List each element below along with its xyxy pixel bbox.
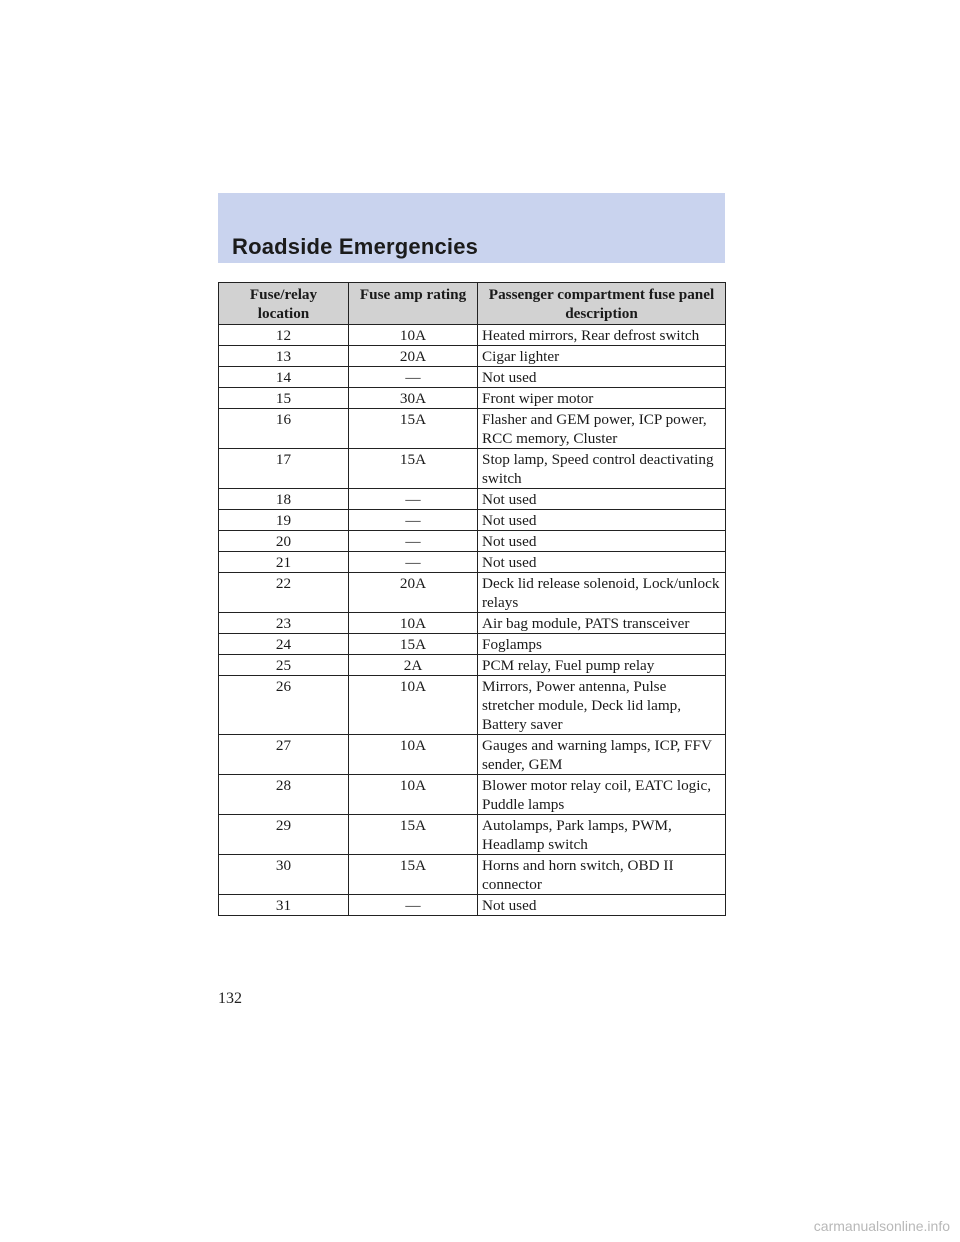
cell-rating: 20A [349,346,478,367]
cell-rating: — [349,895,478,916]
section-header [218,193,725,263]
cell-rating: 15A [349,449,478,489]
table-row [219,531,726,552]
header-description: Passenger compartment fuse panel description [478,283,726,325]
table-row [219,573,726,613]
header-location: Fuse/relay location [219,283,349,325]
cell-description: Blower motor relay coil, EATC logic, Puddle lamps [478,775,726,815]
table-row [219,895,726,916]
cell-location: 23 [219,613,349,634]
cell-location: 26 [219,676,349,735]
cell-rating: 20A [349,573,478,613]
cell-location: 22 [219,573,349,613]
page-number: 132 [218,990,242,1007]
cell-description: Foglamps [478,634,726,655]
cell-location: 27 [219,735,349,775]
cell-location: 13 [219,346,349,367]
cell-description: Not used [478,552,726,573]
cell-location: 25 [219,655,349,676]
table-row [219,325,726,346]
table-row [219,735,726,775]
table-row [219,815,726,855]
table-body [219,325,726,916]
cell-description: Not used [478,367,726,388]
table-row [219,388,726,409]
cell-description: Flasher and GEM power, ICP power, RCC memory, Cluster [478,409,726,449]
cell-rating: 15A [349,815,478,855]
cell-location: 31 [219,895,349,916]
cell-location: 29 [219,815,349,855]
cell-description: Not used [478,510,726,531]
cell-description: Horns and horn switch, OBD II connector [478,855,726,895]
table-row [219,489,726,510]
table-row [219,655,726,676]
cell-location: 19 [219,510,349,531]
cell-rating: 10A [349,325,478,346]
cell-description: Deck lid release solenoid, Lock/unlock relays [478,573,726,613]
cell-rating: — [349,489,478,510]
cell-location: 12 [219,325,349,346]
table-row [219,346,726,367]
cell-rating: — [349,510,478,531]
cell-rating: 10A [349,676,478,735]
cell-description: Mirrors, Power antenna, Pulse stretcher module, Deck lid lamp, Battery saver [478,676,726,735]
table-row [219,613,726,634]
cell-rating: 15A [349,409,478,449]
cell-description: Gauges and warning lamps, ICP, FFV sender, GEM [478,735,726,775]
table-row [219,855,726,895]
table-row [219,449,726,489]
section-title: Roadside Emergencies [232,234,479,259]
cell-description: PCM relay, Fuel pump relay [478,655,726,676]
cell-location: 16 [219,409,349,449]
table-header-row [219,283,726,325]
cell-location: 17 [219,449,349,489]
cell-location: 14 [219,367,349,388]
table-row [219,510,726,531]
cell-description: Front wiper motor [478,388,726,409]
cell-rating: 10A [349,735,478,775]
table-row [219,634,726,655]
cell-description: Stop lamp, Speed control deactivating switch [478,449,726,489]
cell-location: 28 [219,775,349,815]
cell-rating: — [349,367,478,388]
cell-description: Cigar lighter [478,346,726,367]
table-row [219,367,726,388]
table-row [219,409,726,449]
cell-description: Not used [478,489,726,510]
cell-description: Heated mirrors, Rear defrost switch [478,325,726,346]
cell-rating: 10A [349,613,478,634]
cell-location: 21 [219,552,349,573]
fuse-table [218,282,726,916]
cell-location: 18 [219,489,349,510]
cell-rating: 30A [349,388,478,409]
cell-rating: 2A [349,655,478,676]
cell-rating: 15A [349,855,478,895]
table-row [219,775,726,815]
cell-location: 30 [219,855,349,895]
cell-description: Autolamps, Park lamps, PWM, Headlamp switch [478,815,726,855]
cell-location: 24 [219,634,349,655]
cell-rating: — [349,552,478,573]
cell-location: 20 [219,531,349,552]
cell-rating: 15A [349,634,478,655]
table-row [219,676,726,735]
watermark: carmanualsonline.info [813,1218,950,1234]
cell-rating: 10A [349,775,478,815]
cell-description: Air bag module, PATS transceiver [478,613,726,634]
cell-description: Not used [478,895,726,916]
cell-description: Not used [478,531,726,552]
header-rating: Fuse amp rating [349,283,478,325]
cell-rating: — [349,531,478,552]
cell-location: 15 [219,388,349,409]
table-row [219,552,726,573]
